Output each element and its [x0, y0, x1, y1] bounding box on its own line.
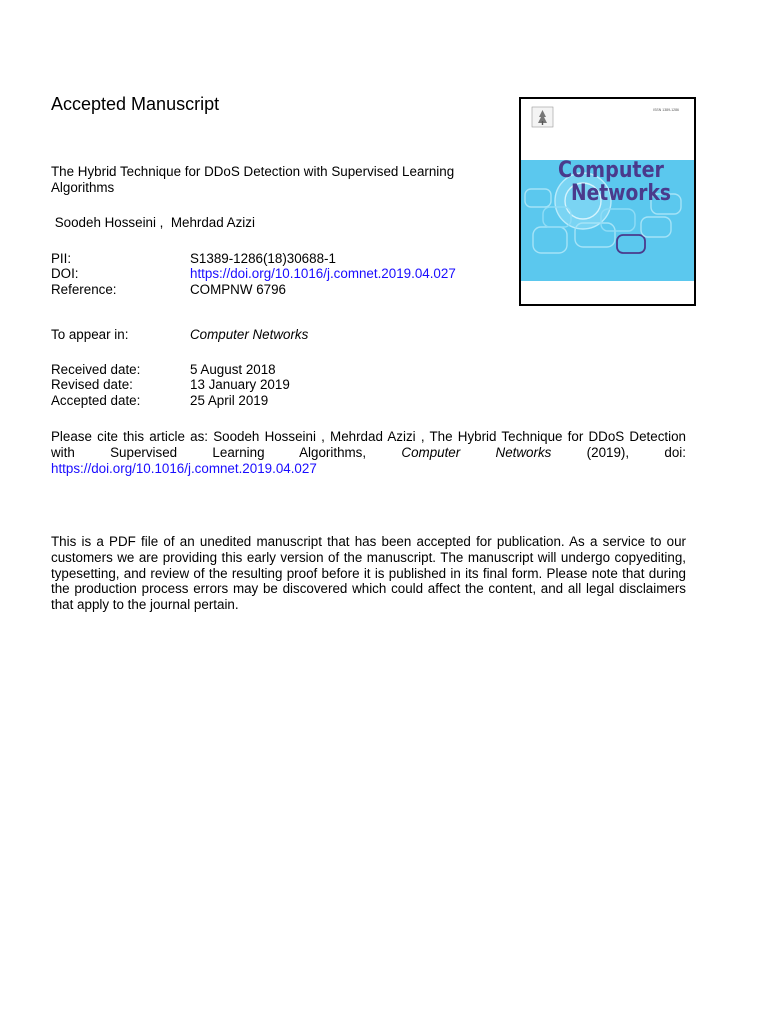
accepted-label: Accepted date:: [51, 393, 141, 408]
accepted-value: 25 April 2019: [190, 393, 269, 408]
appear-label: To appear in:: [51, 327, 129, 342]
citation-doi-link[interactable]: https://doi.org/10.1016/j.comnet.2019.04.027: [51, 460, 317, 476]
doi-link[interactable]: https://doi.org/10.1016/j.comnet.2019.04.027: [190, 266, 456, 281]
cover-journal-line1: Computer: [558, 158, 665, 183]
appear-value: Computer Networks: [190, 327, 309, 342]
doi-label: DOI:: [51, 266, 79, 281]
revised-value: 13 January 2019: [190, 377, 290, 392]
citation-prefix: Please cite this article as: Soodeh Hosseini , Mehrdad Azizi , The Hybrid Technique for DDoS Detection with Supervised Learning Algorithms,: [51, 429, 686, 460]
pii-value: S1389-1286(18)30688-1: [190, 251, 336, 266]
journal-cover-art: [521, 99, 694, 304]
pii-label: PII:: [51, 251, 72, 266]
citation-suffix: (2019), doi:: [551, 444, 686, 460]
cover-issn: ISSN 1389-1286: [653, 108, 679, 112]
journal-cover: [519, 97, 696, 306]
received-value: 5 August 2018: [190, 362, 276, 377]
reference-value: COMPNW 6796: [190, 282, 286, 297]
reference-label: Reference:: [51, 282, 117, 297]
received-label: Received date:: [51, 362, 141, 377]
elsevier-logo-icon: [532, 107, 553, 127]
article-authors: Soodeh Hosseini , Mehrdad Azizi: [51, 215, 255, 230]
revised-label: Revised date:: [51, 377, 133, 392]
citation-journal: Computer Networks: [401, 444, 552, 460]
article-title: The Hybrid Technique for DDoS Detection with Supervised Learning Algorithms: [51, 164, 455, 195]
manuscript-notice: This is a PDF file of an unedited manuscript that has been accepted for publication. As a service to our customers we are providing this early version of the manuscript. The manuscript will undergo copyediting, typesetting, and review of the resulting proof before it is published in its final form. Please note that during the production process errors may be discovered which could affect the content, and all legal disclaimers that apply to the journal pertain.: [51, 534, 686, 613]
page-heading: Accepted Manuscript: [51, 94, 220, 114]
citation-paragraph: [51, 429, 686, 476]
cover-journal-line2: Networks: [571, 181, 671, 206]
